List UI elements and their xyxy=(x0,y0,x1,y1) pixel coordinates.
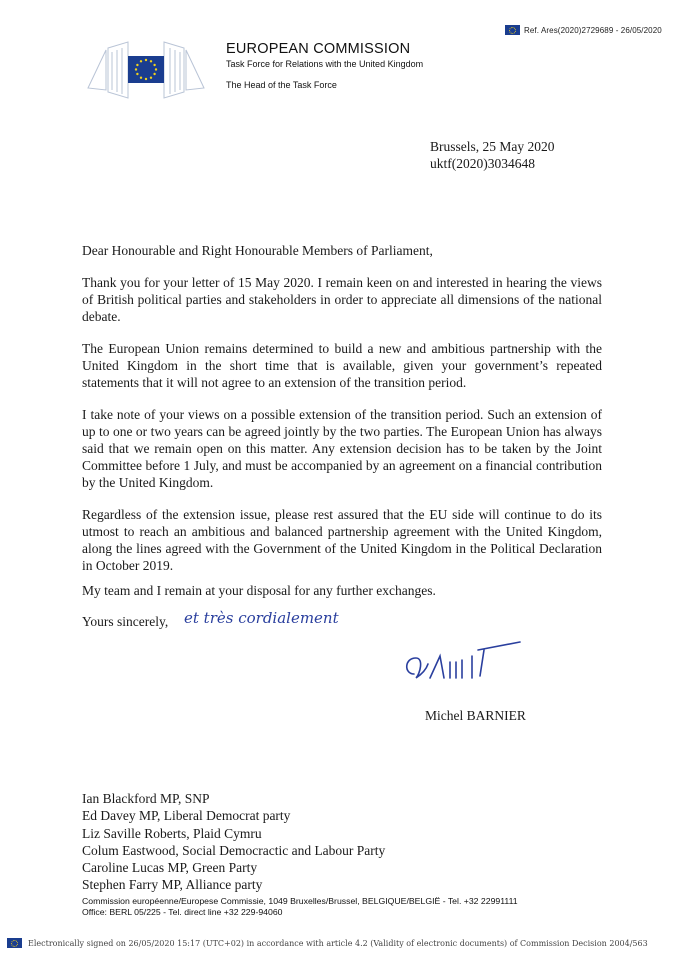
paragraph-2: The European Union remains determined to build a new and ambitious partnership with the United Kingdom in the short time that is available, given your government’s repeated statements that it will not agree to an extension of the transition period. xyxy=(82,341,602,390)
place-and-date: Brussels, 25 May 2020 xyxy=(430,139,555,154)
closing: Yours sincerely, xyxy=(82,614,169,629)
european-commission-logo xyxy=(84,38,208,102)
footer-address-line-2: Office: BERL 05/225 - Tel. direct line +32 229-94060 xyxy=(82,907,283,917)
footer-address-line-1: Commission européenne/Europese Commissie, 1049 Bruxelles/Brussel, BELGIQUE/BELGIË - Tel. +32 22991111 xyxy=(82,896,518,906)
paragraph-4: Regardless of the extension issue, please rest assured that the EU side will continue to do its utmost to reach an ambitious and balanced partnership agreement with the United Kingdom, along the lines agreed with the Government of the United Kingdom in the Political Declaration in October 2019. xyxy=(82,507,602,573)
recipient: Liz Saville Roberts, Plaid Cymru xyxy=(82,825,262,841)
electronic-signature-text: Electronically signed on 26/05/2020 15:17 (UTC+02) in accordance with article 4.2 (Validity of electronic documents) of Commission Decision 2004/563 xyxy=(28,938,648,948)
recipient: Colum Eastwood, Social Democractic and Labour Party xyxy=(82,842,386,858)
recipients-list xyxy=(82,790,385,894)
organization-name: EUROPEAN COMMISSION xyxy=(226,41,411,57)
sender-role: The Head of the Task Force xyxy=(226,80,337,90)
recipient: Stephen Farry MP, Alliance party xyxy=(82,877,263,893)
electronic-signature-notice xyxy=(7,936,693,950)
footer-address xyxy=(82,896,518,918)
handwritten-closing xyxy=(182,601,352,631)
recipient: Ian Blackford MP, SNP xyxy=(82,791,210,806)
eu-flag-icon xyxy=(7,938,22,948)
task-force-name: Task Force for Relations with the United Kingdom xyxy=(226,59,424,69)
reference-stamp xyxy=(505,23,662,37)
paragraph-3: I take note of your views on a possible extension of the transition period. Such an extension of up to one or two years can be agreed jointly by the two parties. The European Union has always said that we remain open on this matter. Any extension decision has to be taken by the Joint Committee before 1 July, and must be accompanied by an agreement on a financial contribution by the United Kingdom. xyxy=(82,407,602,490)
paragraph-5: My team and I remain at your disposal for any further exchanges. xyxy=(82,583,436,598)
reference-stamp-text: Ref. Ares(2020)2729689 - 26/05/2020 xyxy=(524,25,662,35)
handwritten-signature xyxy=(400,634,530,694)
eu-flag-icon xyxy=(505,25,520,35)
handwritten-closing-text: et très cordialement xyxy=(184,609,339,627)
paragraph-1: Thank you for your letter of 15 May 2020. I remain keen on and interested in hearing the views of British political parties and stakeholders in order to appreciate all dimensions of the national debate. xyxy=(82,275,602,324)
salutation: Dear Honourable and Right Honourable Members of Parliament, xyxy=(82,243,433,258)
signatory-name: Michel BARNIER xyxy=(425,708,526,723)
recipient: Ed Davey MP, Liberal Democrat party xyxy=(82,808,291,824)
document-reference: uktf(2020)3034648 xyxy=(430,156,535,171)
recipient: Caroline Lucas MP, Green Party xyxy=(82,860,258,876)
